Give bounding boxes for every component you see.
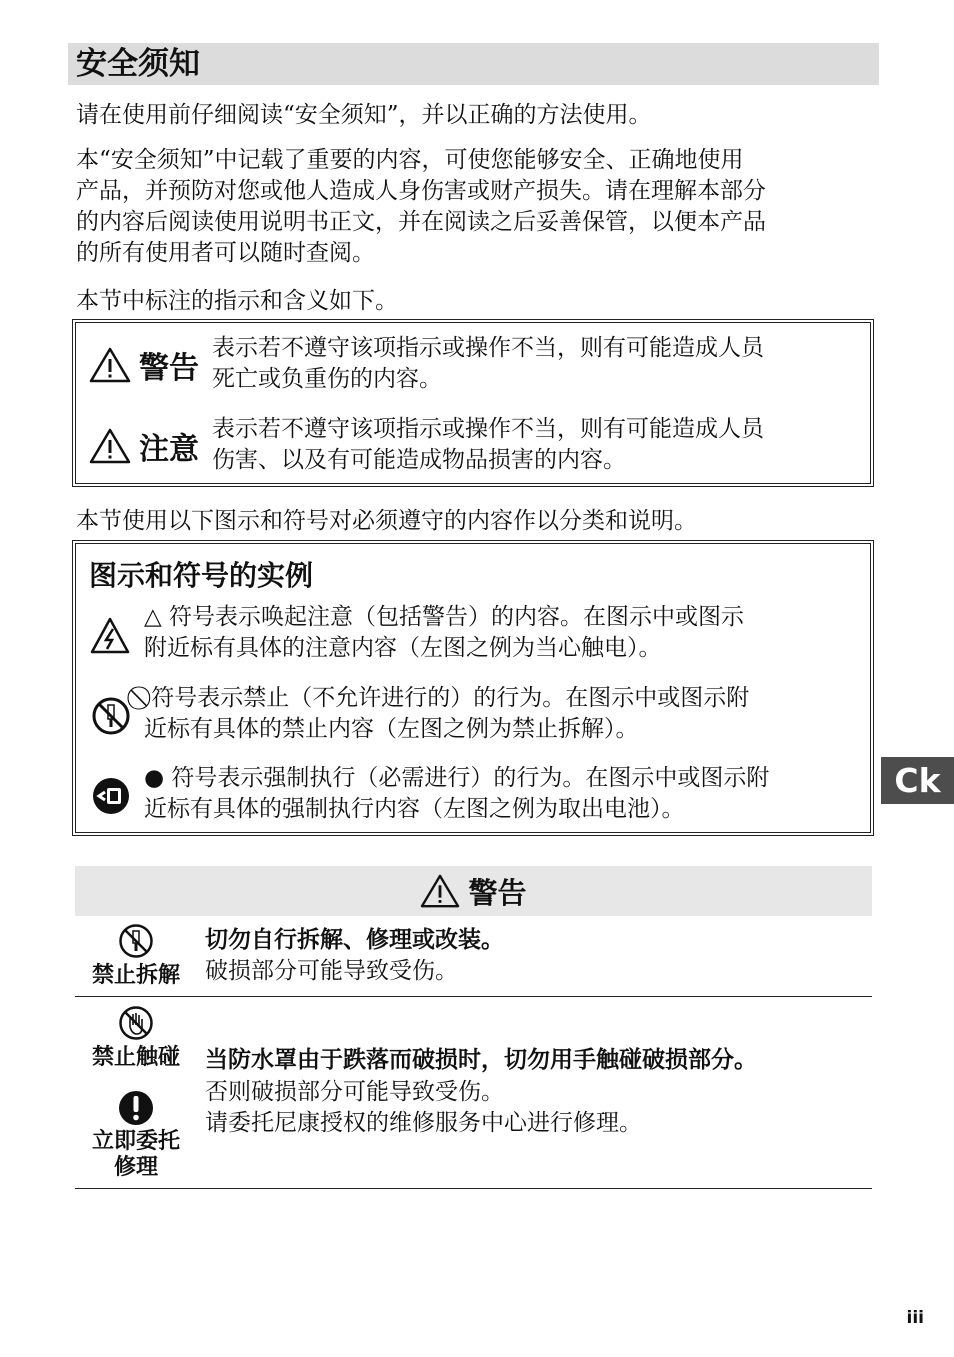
row1-body: 破损部分可能导致受伤。 (205, 958, 458, 984)
row2-line: 请委托尼康授权的维修服务中心进行修理。 (205, 1110, 642, 1136)
legend-caution-label: 注意 (139, 432, 199, 467)
symbol-mandatory-desc (144, 763, 864, 825)
electric-shock-triangle-icon (90, 616, 130, 656)
symbols-intro: 本节使用以下图示和符号对必须遵守的内容作以分类和说明。 (76, 508, 697, 534)
row2-label-repair (81, 1129, 191, 1181)
row2-label-touch: 禁止触碰 (91, 1045, 180, 1070)
symbol-caution-desc (144, 602, 864, 664)
row1-heading: 切勿自行拆解、修理或改装。 (205, 927, 504, 953)
intro-text: 请在使用前仔细阅读“安全须知”，并以正确的方法使用。 (76, 102, 652, 128)
legend-warning-desc (212, 333, 764, 395)
no-touch-icon (118, 1005, 154, 1041)
row2-line: 否则破损部分可能导致受伤。 (205, 1079, 504, 1105)
warning-triangle-icon (420, 873, 460, 909)
legend-line: 伤害、以及有可能造成物品损害的内容。 (212, 447, 626, 473)
row2-body (205, 1077, 642, 1139)
symbol-line: 近标有具体的强制执行内容（左图之例为取出电池）。 (144, 796, 685, 822)
legend-warning-label: 警告 (139, 351, 199, 386)
language-tab[interactable]: Ck (881, 757, 954, 804)
symbol-line: 近标有具体的禁止内容（左图之例为禁止拆解）。 (144, 716, 639, 742)
exclamation-icon (118, 1090, 154, 1126)
symbol-line: ⃠ 符号表示禁止（不允许进行的）的行为。在图示中或图示附 (144, 685, 750, 711)
row2-heading: 当防水罩由于跌落而破损时，切勿用手触碰破损部分。 (205, 1047, 757, 1073)
no-disassembly-icon (118, 923, 154, 959)
warning-header-label: 警告 (468, 875, 527, 910)
legend-box (75, 322, 871, 484)
legend-warning-row (89, 343, 199, 387)
legend-line: 表示若不遵守该项指示或操作不当，则有可能造成人员 (212, 335, 764, 361)
description-line: 产品，并预防对您或他人造成人身伤害或财产损失。请在理解本部分 (76, 178, 766, 204)
description-line: 的内容后阅读使用说明书正文，并在阅读之后妥善保管，以便本产品 (76, 209, 766, 235)
legend-line: 死亡或负重伤的内容。 (212, 366, 442, 392)
row1-label: 禁止拆解 (91, 963, 180, 988)
label-line: 修理 (113, 1155, 158, 1180)
warning-triangle-icon (89, 346, 131, 384)
symbol-line: 附近标有具体的注意内容（左图之例为当心触电）。 (144, 635, 662, 661)
warning-header (75, 866, 872, 916)
table-bottom-rule (75, 1188, 872, 1189)
no-disassembly-icon (91, 696, 131, 736)
legend-caution-row (89, 424, 199, 468)
page-number: iii (906, 1308, 924, 1328)
description-line: 本“安全须知”中记载了重要的内容，可使您能够安全、正确地使用 (76, 147, 744, 173)
description-paragraph (76, 145, 876, 269)
legend-line: 表示若不遵守该项指示或操作不当，则有可能造成人员 (212, 416, 764, 442)
page-title: 安全须知 (76, 46, 200, 82)
caution-triangle-icon (89, 427, 131, 465)
symbol-line: ● 符号表示强制执行（必需进行）的行为。在图示中或图示附 (144, 765, 770, 791)
symbols-box (75, 543, 871, 833)
legend-caution-desc (212, 414, 764, 476)
label-line: 立即委托 (91, 1129, 180, 1154)
remove-battery-icon (91, 776, 131, 816)
legend-intro: 本节中标注的指示和含义如下。 (76, 288, 398, 314)
symbol-prohibition-desc (144, 683, 864, 745)
description-line: 的所有使用者可以随时查阅。 (76, 240, 375, 266)
symbol-line: △ 符号表示唤起注意（包括警告）的内容。在图示中或图示 (144, 604, 744, 630)
row-divider (75, 996, 872, 997)
symbols-title: 图示和符号的实例 (89, 559, 314, 592)
